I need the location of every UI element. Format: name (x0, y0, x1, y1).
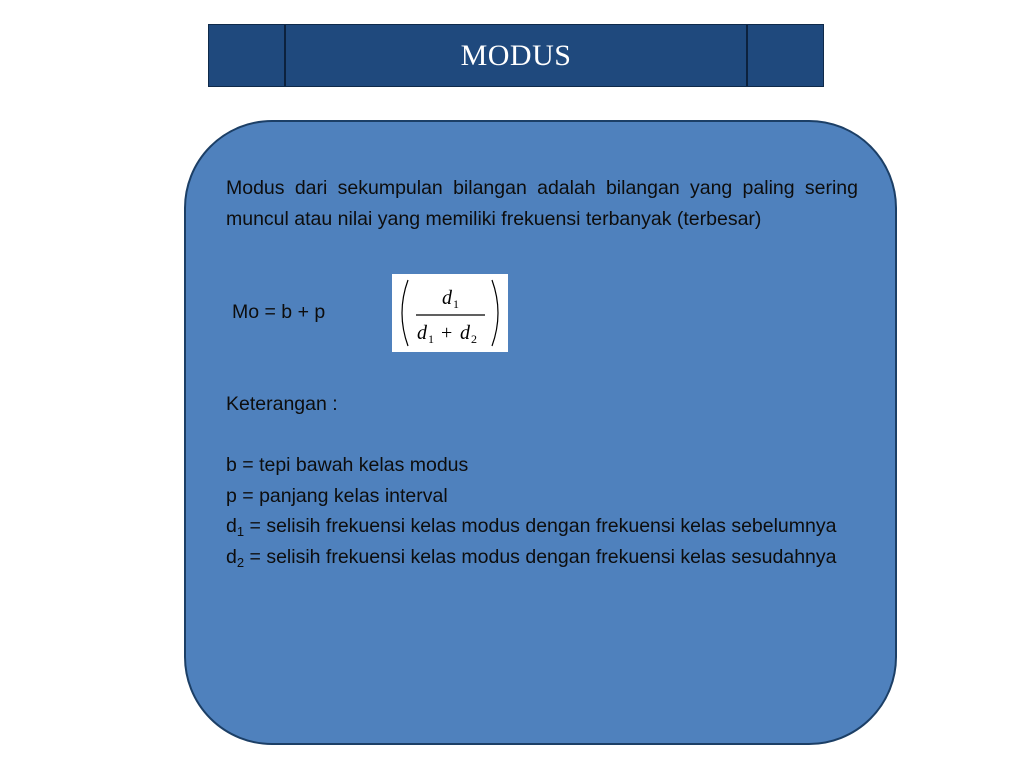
legend-d2-prefix: d (226, 545, 237, 568)
denominator-d1: d (417, 322, 427, 344)
denominator-sub1: 1 (428, 332, 434, 346)
legend-p: p = panjang kelas interval (226, 484, 448, 507)
legend-d2-text: = selisih frekuensi kelas modus dengan frekuensi kelas sesudahnya (244, 545, 837, 568)
legend-b: b = tepi bawah kelas modus (226, 454, 469, 476)
legend-heading: Keterangan : (226, 393, 338, 415)
legend-d2 (226, 542, 858, 573)
title-bar-right-cell (746, 25, 823, 86)
legend-d2-sub: 2 (236, 554, 245, 570)
numerator-d: d (442, 287, 452, 309)
denominator-d2: d (460, 322, 470, 344)
title-bar-left-cell (209, 25, 286, 86)
numerator-sub: 1 (453, 297, 459, 311)
legend-d1 (226, 511, 858, 542)
formula-lhs: Mo = b + p (232, 301, 326, 323)
content-panel (184, 120, 897, 745)
denominator-plus: + (441, 322, 453, 344)
denominator-sub2: 2 (471, 332, 477, 346)
legend-d1-prefix: d (226, 515, 237, 537)
title-bar (208, 24, 824, 87)
right-paren (492, 280, 498, 346)
legend-d1-sub: 1 (236, 524, 245, 539)
formula-fraction (392, 274, 508, 352)
legend-d1-text: = selisih frekuensi kelas modus dengan frekuensi kelas sebelumnya (244, 515, 837, 537)
legend (226, 389, 858, 572)
slide-title: MODUS (460, 38, 572, 72)
definition-text: Modus dari sekumpulan bilangan adalah bilangan yang paling sering muncul atau nilai yang memiliki frekuensi terbanyak (terbesar) (226, 177, 858, 230)
left-paren (402, 280, 408, 346)
